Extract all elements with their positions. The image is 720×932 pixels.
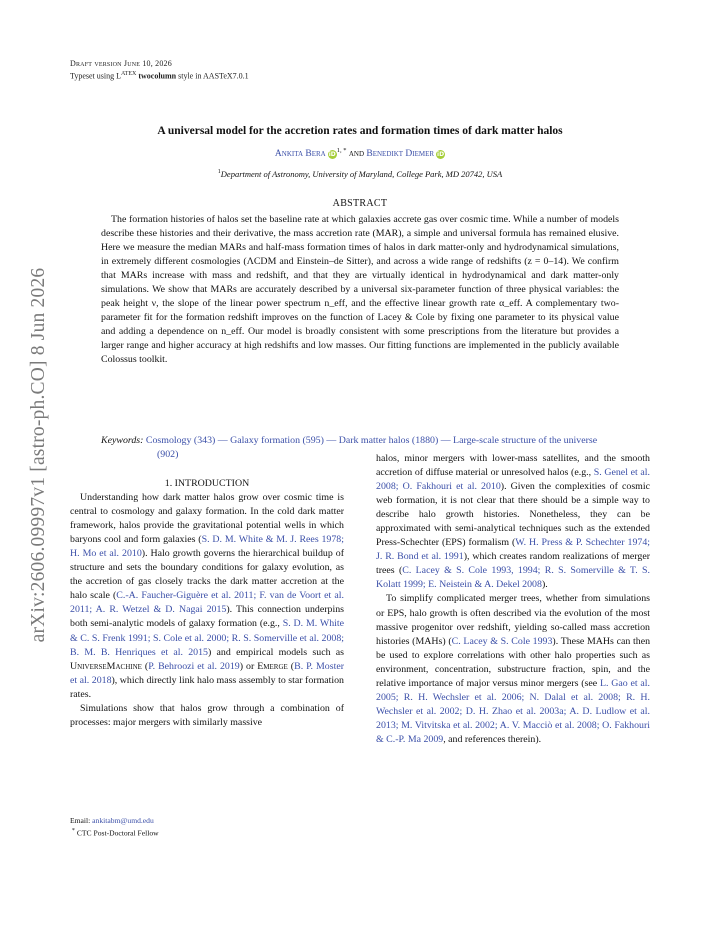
orcid-icon[interactable]: iD xyxy=(328,151,336,159)
universemachine-name: UniverseMachine xyxy=(70,660,142,672)
keywords-label: Keywords: xyxy=(101,435,144,446)
orcid-icon[interactable]: iD xyxy=(437,151,445,159)
footnotes xyxy=(70,815,344,839)
citation[interactable]: L. Gao et al. 2005; R. H. Wechsler et al. 2006; N. Dalal et al. 2008; R. H. Wechsler et al. 2002; D. H. Zhao et al. 2003a; A. D. Ludlow et al. 2013; M. Vitvitska et al. 2002; A. V. Macciò et al. 2008; O. Fakhouri & C.-P. Ma 2009 xyxy=(376,677,650,745)
emerge-name: Emerge xyxy=(257,660,288,672)
typeset-line: Typeset using $L^{ATEX}$ twocolumn style in AASTeX7.0.1 xyxy=(70,71,249,81)
author-2[interactable]: Benedikt Diemer xyxy=(366,149,435,160)
citation[interactable]: C. Lacey & S. Cole 1993 xyxy=(451,635,553,647)
citation[interactable]: S. D. M. White & C. S. Frenk 1991; S. Cole et al. 2000; R. S. Somerville et al. 2008; B. M. B. Henriques et al. 2015 xyxy=(70,618,344,658)
intro-paragraph-3: To simplify complicated merger trees, whether from simulations or EPS, halo growth is often described via the evolution of the most massive progenitor over redshift, yielding so-called mass accretion histories (MAHs) (C. Lacey & S. Cole 1993). These MAHs can then be used to explore correlations with other halo properties such as environment, concentration, substructure fraction, spin, and the relative importance of major versus minor mergers (see L. Gao et al. 2005; R. H. Wechsler et al. 2006; N. Dalal et al. 2008; R. H. Wechsler et al. 2002; D. H. Zhao et al. 2003a; A. D. Ludlow et al. 2013; M. Vitvitska et al. 2002; A. V. Macciò et al. 2008; O. Fakhouri & C.-P. Ma 2009, and references therein). xyxy=(376,593,651,745)
section-heading: 1. INTRODUCTION xyxy=(164,478,250,489)
author-1[interactable]: Ankita Bera xyxy=(274,149,326,160)
affiliation-sup: 1 xyxy=(217,169,221,176)
affiliation-text: Department of Astronomy, University of Maryland, College Park, MD 20742, USA xyxy=(220,169,503,179)
citation[interactable]: S. D. M. White & M. J. Rees 1978; H. Mo et al. 2010 xyxy=(70,534,344,560)
left-column xyxy=(70,477,344,730)
intro-paragraph-2: Simulations show that halos grow through a combination of processes: major mergers with similarly massive xyxy=(70,702,344,728)
citation[interactable]: S. Genel et al. 2008; O. Fakhouri et al. 2010 xyxy=(376,467,650,493)
arxiv-id: arXiv:2606.09997v1 [astro-ph.CO] 8 Jun 2026 xyxy=(28,267,49,643)
author-and: and xyxy=(348,149,365,160)
citation[interactable]: P. Behroozi et al. 2019 xyxy=(148,660,240,672)
affiliation xyxy=(70,169,650,179)
abstract-text: The formation histories of halos set the baseline rate at which galaxies accrete gas over cosmic time. While a number of models describe these histories and their derivative, the mass accretion rate (MAR), a simple and universal formula has remained elusive. Here we measure the median MARs and half-mass formation times of halos in dark matter-only and hydrodynamical simulations, in extremely different cosmologies (ΛCDM and Einstein–de Sitter), and across a wide range of redshifts (z = 0–14). We confirm that MARs increase with mass and redshift, and that they are virtually identical in hydrodynamical and dark matter-only simulations. We show that MARs are accurately described by a universal six-parameter function of three physical variables: the peak height ν, the slope of the linear power spectrum n_eff, and the effective linear growth rate α_eff. A complementary two-parameter fit for the formation redshift improves on the function of Lacey & Cole by fixing one parameter to its physical value and adding a dependence on n_eff. Our model is broadly consistent with some prescriptions from the literature but provides a larger range and higher accuracy at high redshifts and low masses. Our fitting functions are implemented in the publicly available Colossus toolkit. xyxy=(101,214,619,366)
draft-version: Draft version June 10, 2026 xyxy=(70,59,172,68)
fellow-footnote: * CTC Post-Doctoral Fellow xyxy=(71,828,159,838)
email-footnote: Email: ankitabm@umd.edu xyxy=(70,816,154,825)
latex-logo: ATEX xyxy=(121,71,137,77)
running-header xyxy=(70,59,249,82)
typeset-style: twocolumn xyxy=(138,71,177,81)
citation[interactable]: W. H. Press & P. Schechter 1974; J. R. Bond et al. 1991 xyxy=(376,537,650,563)
email-link[interactable]: ankitabm@umd.edu xyxy=(92,816,154,825)
citation[interactable]: B. P. Moster et al. 2018 xyxy=(70,660,344,686)
intro-paragraph-2-cont: halos, minor mergers with lower-mass satellites, and the smooth accretion of diffuse material or unresolved halos (e.g., S. Genel et al. 2008; O. Fakhouri et al. 2010). Given the complexities of cosmic web formation, it is not clear that there should be a simple way to describe halo growth histories. Nonetheless, they can be approximated with semi-analytical techniques such as the extended Press-Schechter (EPS) formalism (W. H. Press & P. Schechter 1974; J. R. Bond et al. 1991), which creates random realizations of merger trees (C. Lacey & S. Cole 1993, 1994; R. S. Somerville & T. S. Kolatt 1999; E. Neistein & A. Dekel 2008). xyxy=(376,453,650,591)
arxiv-stamp xyxy=(24,240,54,670)
right-column xyxy=(376,452,650,747)
abstract-heading: ABSTRACT xyxy=(332,198,388,209)
author-1-sup: 1, * xyxy=(336,147,347,154)
keywords-list[interactable]: Cosmology (343) — Galaxy formation (595) — Dark matter halos (1880) — Large-scale structure of the universe (902) xyxy=(145,435,598,461)
citation[interactable]: C.-A. Faucher-Giguère et al. 2011; F. van de Voort et al. 2011; A. R. Wetzel & D. Nagai 2015 xyxy=(70,590,344,616)
paper-title: A universal model for the accretion rates and formation times of dark matter halos xyxy=(157,125,563,137)
citation[interactable]: C. Lacey & S. Cole 1993, 1994; R. S. Somerville & T. S. Kolatt 1999; E. Neistein & A. Dekel 2008 xyxy=(376,565,650,591)
intro-paragraph-1: Understanding how dark matter halos grow over cosmic time is central to cosmology and galaxy formation. In the cold dark matter framework, halos provide the gravitational potential wells in which baryons cool and form galaxies (S. D. M. White & M. J. Rees 1978; H. Mo et al. 2010). Halo growth governs the hierarchical buildup of structure and sets the boundary conditions for galaxy evolution, as the accretion of gas closely tracks the dark matter accretion at the halo scale (C.-A. Faucher-Giguère et al. 2011; F. van de Voort et al. 2011; A. R. Wetzel & D. Nagai 2015). This connection underpins both semi-analytic models of galaxy formation (e.g., S. D. M. White & C. S. Frenk 1991; S. Cole et al. 2000; R. S. Somerville et al. 2008; B. M. B. Henriques et al. 2015) and empirical models such as UniverseMachine (P. Behroozi et al. 2019) or Emerge (B. P. Moster et al. 2018), which directly link halo mass assembly to star formation rates. xyxy=(70,492,344,700)
author-list xyxy=(70,147,650,159)
